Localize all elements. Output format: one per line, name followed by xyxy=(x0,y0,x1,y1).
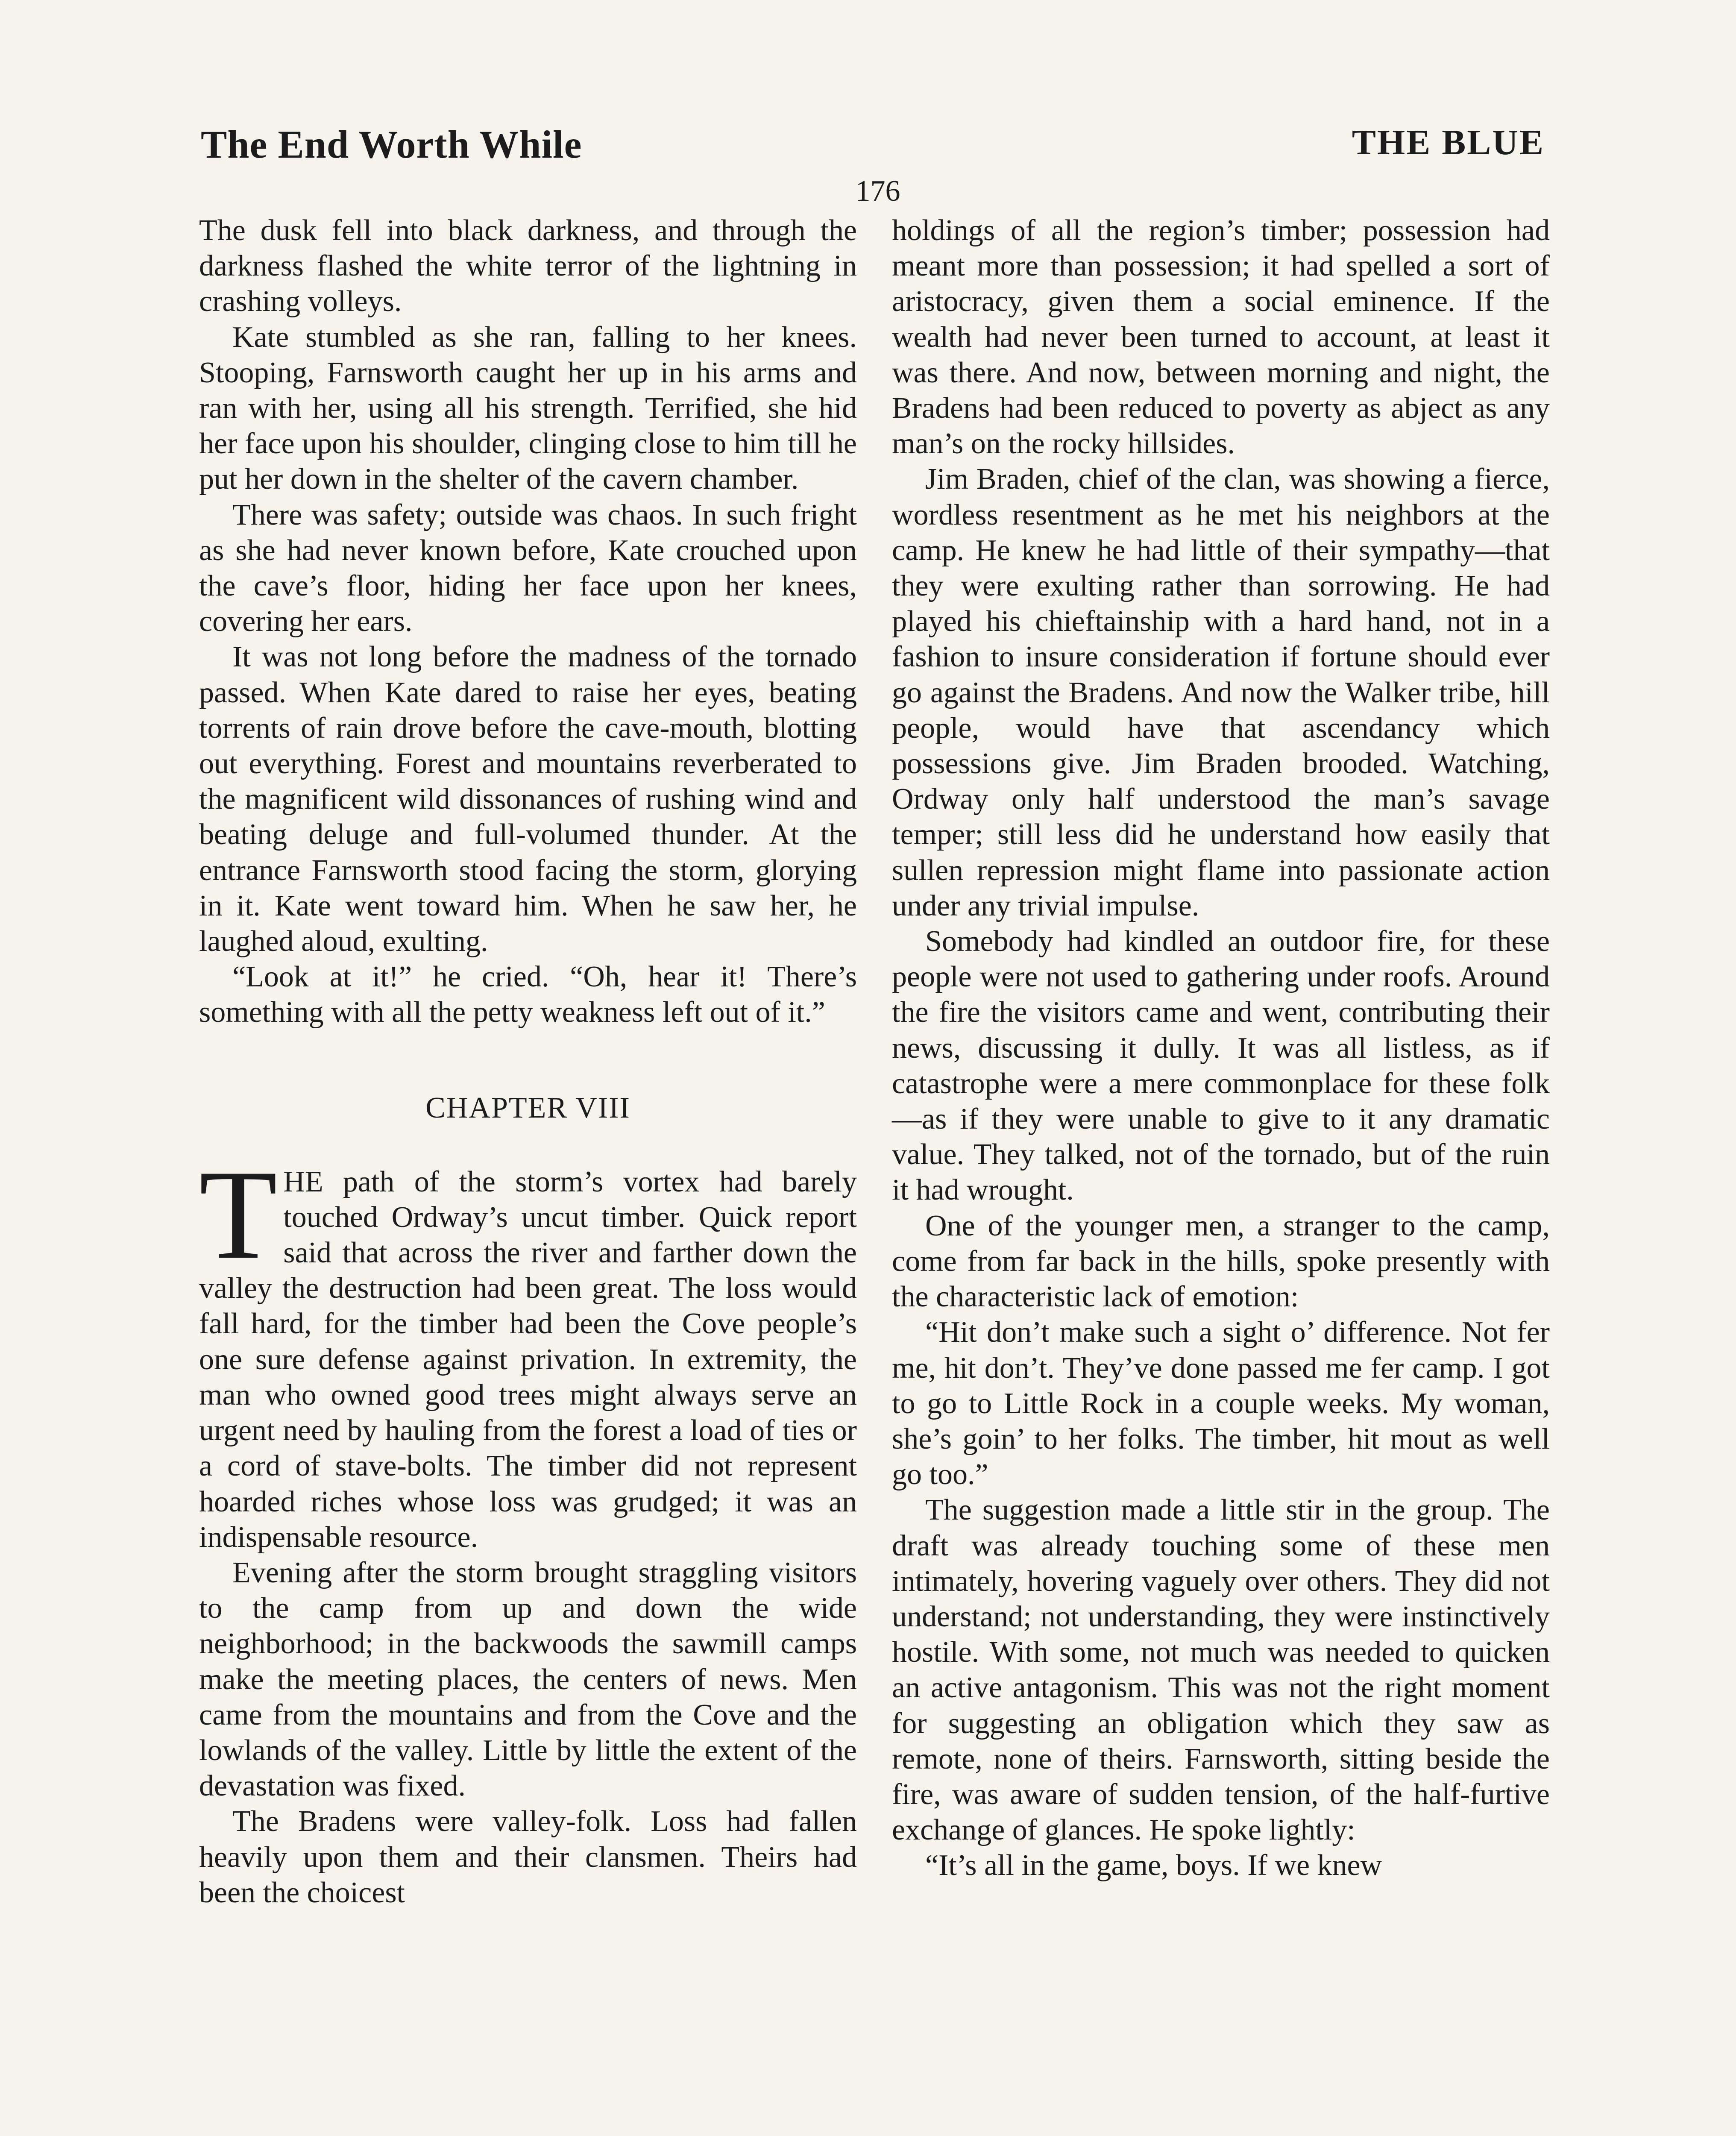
paragraph: Somebody had kindled an outdoor fire, for these people were not used to gathering under roofs. Around the fire the visitors came and went, contributing their news, discussing it dully. It was all listless, as if catastrophe were a mere commonplace for these folk—as if they were unable to give to it any dramatic value. They talked, not of the tornado, but of the ruin it had wrought. xyxy=(892,925,1550,1207)
right-column xyxy=(892,213,1550,1884)
chapter-opening-text: HE path of the storm’s vortex had barely touched Ordway’s uncut timber. Quick report said that across the river and farther down the valley the destruction had been great. The loss would fall hard, for the timber had been the Cove people’s one sure defense against privation. In extremity, the man who owned good trees might always serve an urgent need by hauling from the forest a load of ties or a cord of stave-bolts. The timber did not represent hoarded riches whose loss was grudged; it was an indispensable resource. xyxy=(199,1165,857,1554)
continued-paragraph: holdings of all the region’s timber; possession had meant more than possession; it had spelled a sort of aristocracy, given them a social eminence. If the wealth had never been turned to account, at least it was there. And now, between morning and night, the Bradens had been reduced to poverty as abject as any man’s on the rocky hillsides. xyxy=(892,214,1550,461)
paragraph: “It’s all in the game, boys. If we knew xyxy=(925,1849,1382,1882)
page-number: 176 xyxy=(855,175,900,208)
chapter-opening-paragraph xyxy=(199,1143,857,1555)
drop-cap: T xyxy=(199,1143,278,1285)
paragraph: Jim Braden, chief of the clan, was showing a fierce, wordless resentment as he met his neighbors at the camp. He knew he had little of their sympathy—that they were exulting rather than sorrowing. He had played his chieftainship with a hard hand, not in a fashion to insure consideration if fortune should ever go against the Bradens. And now the Walker tribe, hill people, would have that ascendancy which possessions give. Jim Braden brooded. Watching, Ordway only half understood the man’s savage temper; still less did he understand how easily that sullen repression might flame into passionate action under any trivial impulse. xyxy=(892,463,1550,922)
paragraph: Kate stumbled as she ran, falling to her knees. Stooping, Farnsworth caught her up in his arms and ran with her, using all his strength. Terrified, she hid her face upon his shoulder, clinging close to him till he put her down in the shelter of the cavern chamber. xyxy=(199,320,857,496)
paragraph: The suggestion made a little stir in the group. The draft was already touching some of these men intimately, hovering vaguely over others. They did not understand; not understanding, they were instinctively hostile. With some, not much was needed to quicken an active antagonism. This was not the right moment for suggesting an obligation which they saw as remote, none of theirs. Farnsworth, sitting beside the fire, was aware of sudden tension, of the half-furtive exchange of glances. He spoke lightly: xyxy=(892,1493,1550,1847)
left-column xyxy=(199,213,857,1910)
paragraph: “Hit don’t make such a sight o’ difference. Not fer me, hit don’t. They’ve done passed me fer camp. I got to go to Little Rock in a couple weeks. My woman, she’s goin’ to her folks. The timber, hit mout as well go too.” xyxy=(892,1316,1550,1491)
paragraph: One of the younger men, a stranger to the camp, come from far back in the hills, spoke presently with the characteristic lack of emotion: xyxy=(892,1209,1550,1314)
paragraph: The dusk fell into black darkness, and through the darkness flashed the white terror of the lightning in crashing volleys. xyxy=(199,214,857,318)
paragraph: There was safety; outside was chaos. In such fright as she had never known before, Kate crouched upon the cave’s floor, hiding her face upon her knees, covering her ears. xyxy=(199,498,857,638)
running-title-left: The End Worth While xyxy=(201,123,582,166)
chapter-heading: CHAPTER VIII xyxy=(425,1091,630,1124)
paragraph: “Look at it!” he cried. “Oh, hear it! There’s something with all the petty weakness left out of it.” xyxy=(199,960,857,1029)
paragraph: Evening after the storm brought straggling visitors to the camp from up and down the wide neighborhood; in the backwoods the sawmill camps make the meeting places, the centers of news. Men came from the mountains and from the Cove and the lowlands of the valley. Little by little the extent of the devastation was fixed. xyxy=(199,1556,857,1803)
running-title-right: THE BLUE xyxy=(1352,123,1545,162)
paragraph: It was not long before the madness of the tornado passed. When Kate dared to raise her eyes, beating torrents of rain drove before the cave-mouth, blotting out everything. Forest and mountains reverberated to the magnificent wild dissonances of rushing wind and beating deluge and full-volumed thunder. At the entrance Farnsworth stood facing the storm, glorying in it. Kate went toward him. When he saw her, he laughed aloud, exulting. xyxy=(199,640,857,958)
paragraph: The Bradens were valley-folk. Loss had fallen heavily upon them and their clansmen. Theirs had been the choicest xyxy=(199,1805,857,1909)
